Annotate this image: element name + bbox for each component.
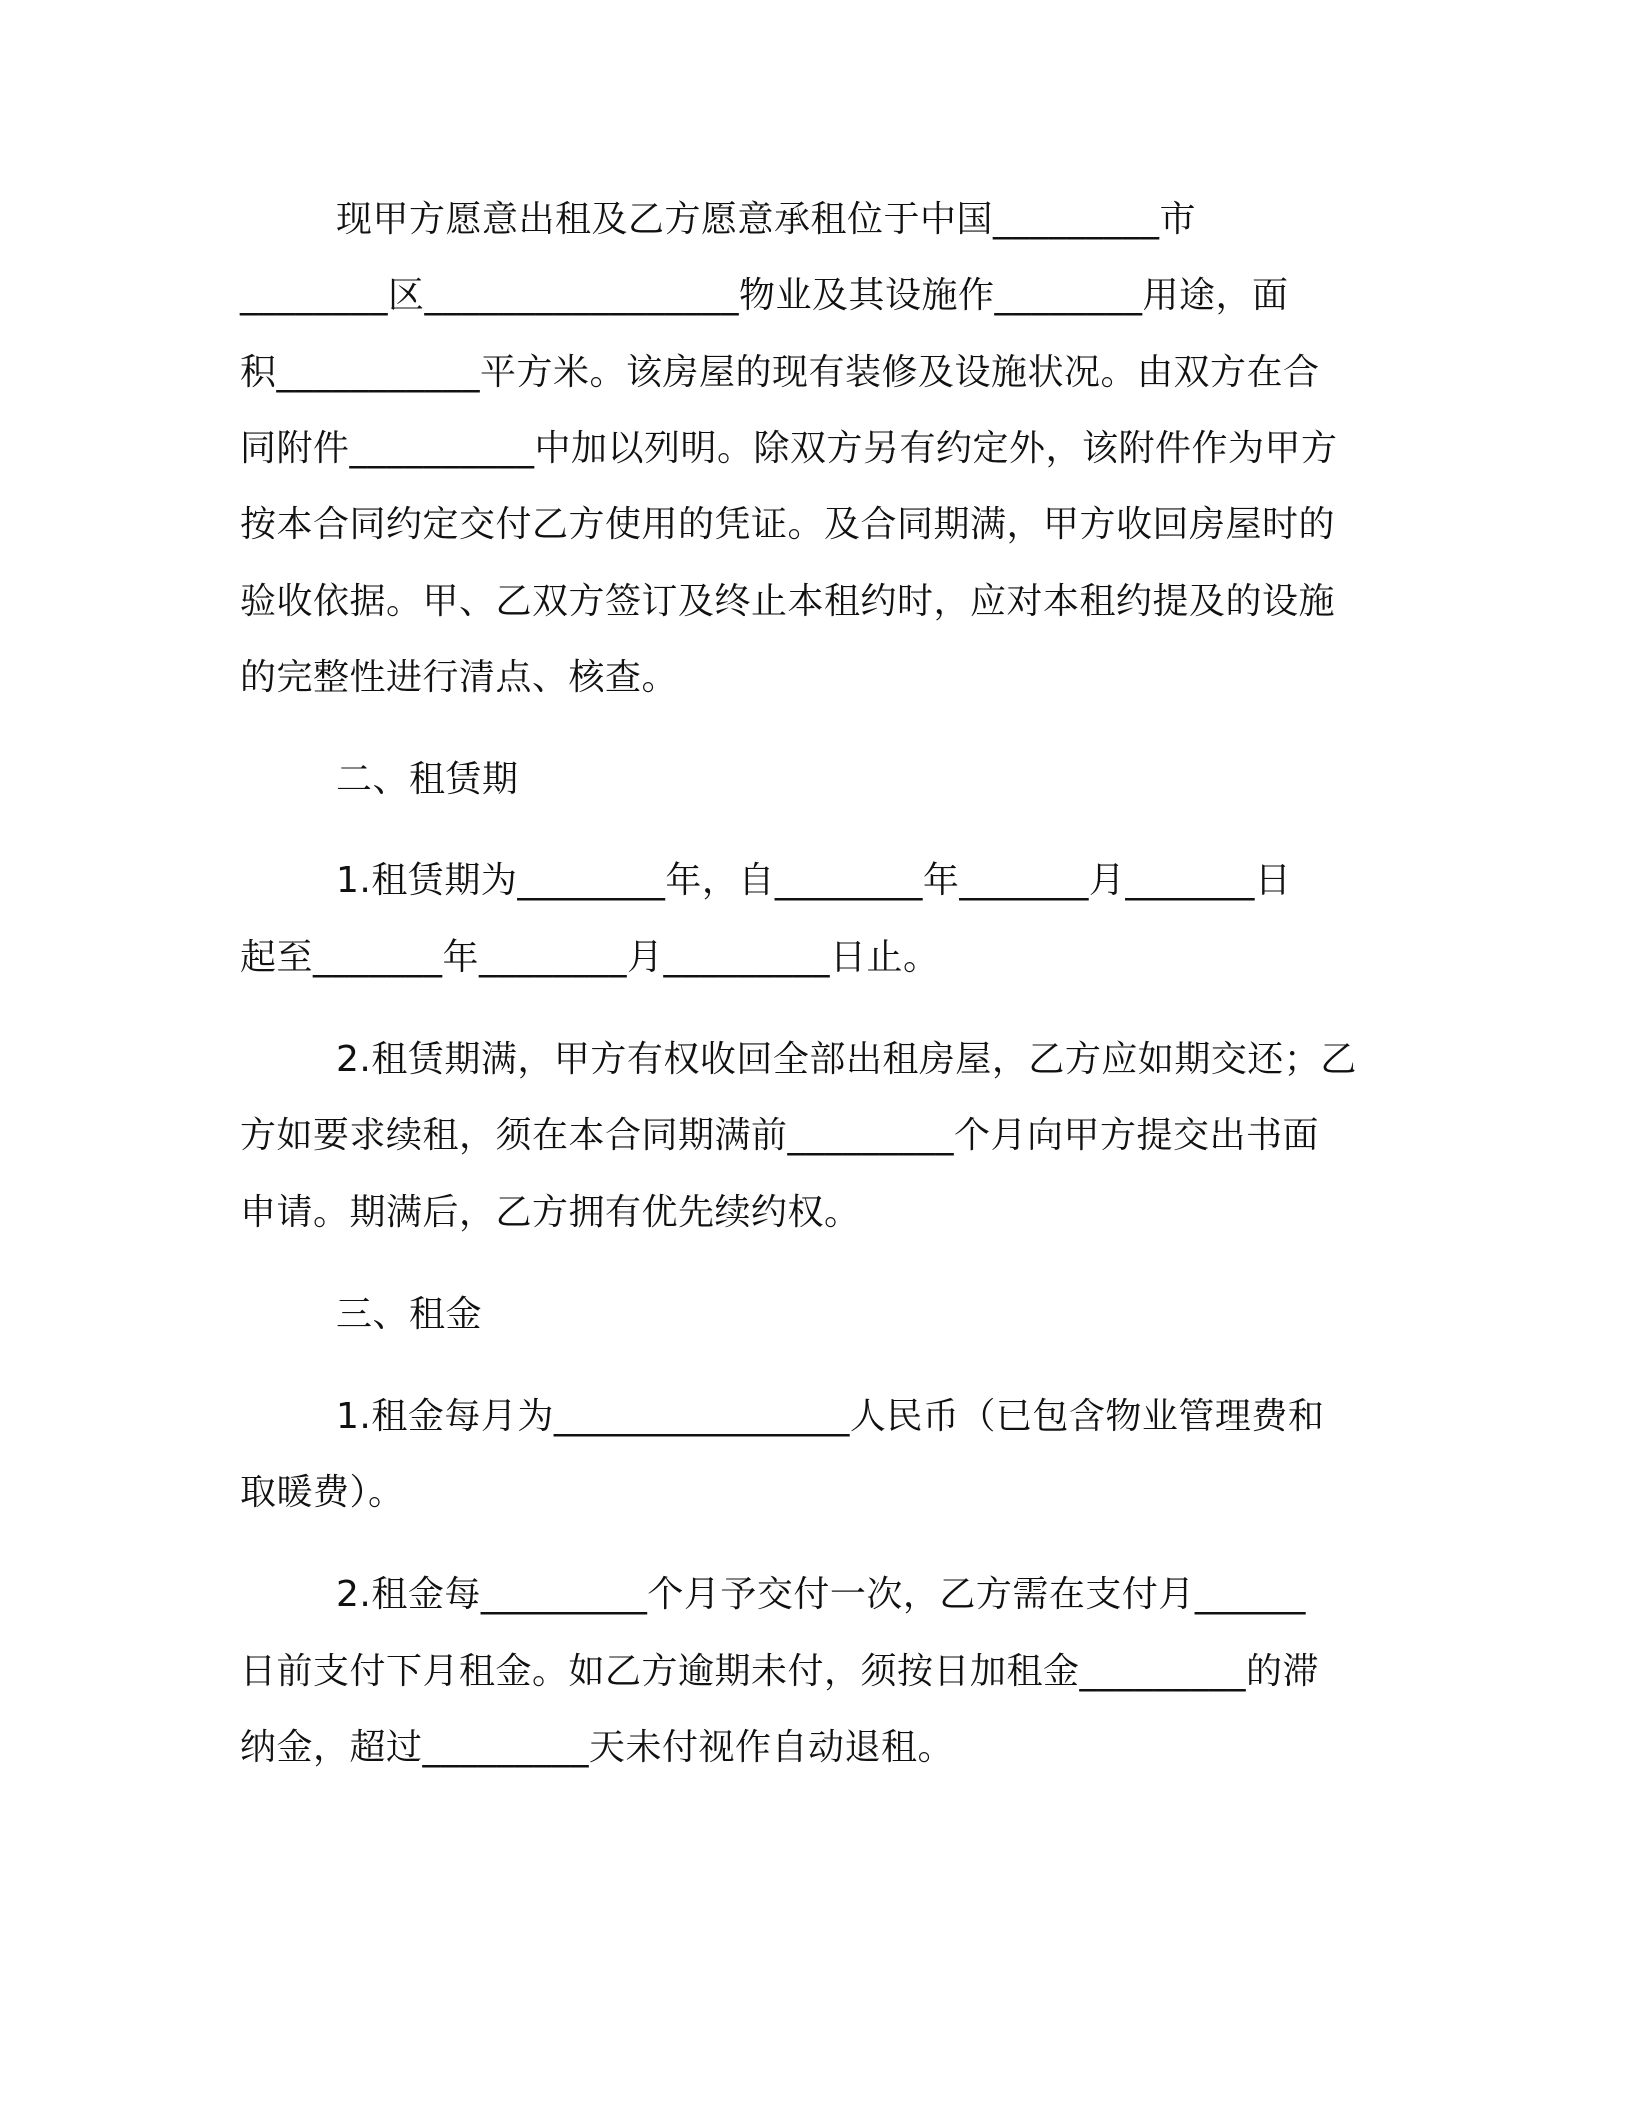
clause-line: 起至_______年________月_________日止。: [240, 937, 940, 978]
clause-line: 2.租金每_________个月予交付一次，乙方需在支付月______: [336, 1574, 1306, 1615]
clause-line: 方如要求续租，须在本合同期满前_________个月向甲方提交出书面: [240, 1115, 1320, 1156]
paragraph-line: 的完整性进行清点、核查。: [240, 657, 679, 698]
paragraph-line: 按本合同约定交付乙方使用的凭证。及合同期满，甲方收回房屋时的: [240, 504, 1336, 545]
clause-line: 纳金，超过_________天未付视作自动退租。: [240, 1727, 955, 1768]
paragraph-line: 现甲方愿意出租及乙方愿意承租位于中国_________市: [336, 199, 1197, 240]
clause-line: 1.租赁期为________年，自________年_______月_______日: [336, 860, 1292, 901]
paragraph-line: 同附件__________中加以列明。除双方另有约定外，该附件作为甲方: [240, 428, 1338, 469]
clause-line: 2.租赁期满，甲方有权收回全部出租房屋，乙方应如期交还；乙: [336, 1039, 1357, 1080]
paragraph-line: 积___________平方米。该房屋的现有装修及设施状况。由双方在合: [240, 352, 1320, 393]
clause-line: 1.租金每月为________________人民币（已包含物业管理费和: [336, 1396, 1325, 1437]
clause-line: 申请。期满后，乙方拥有优先续约权。: [240, 1192, 861, 1233]
section-heading-rent: 三、租金: [336, 1294, 483, 1335]
paragraph-line: 验收依据。甲、乙双方签订及终止本租约时，应对本租约提及的设施: [240, 581, 1336, 622]
paragraph-line: ________区_________________物业及其设施作________用途，面: [240, 275, 1289, 316]
clause-line: 日前支付下月租金。如乙方逾期未付，须按日加租金_________的滞: [240, 1651, 1320, 1692]
clause-line: 取暖费）。: [240, 1472, 405, 1513]
section-heading-lease-term: 二、租赁期: [336, 759, 519, 800]
